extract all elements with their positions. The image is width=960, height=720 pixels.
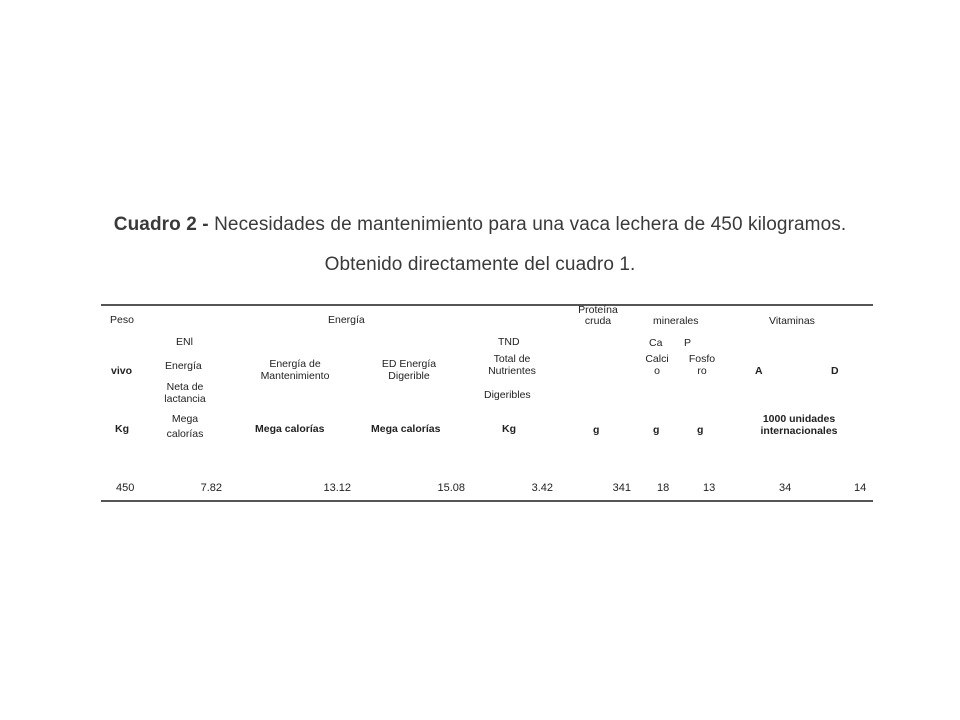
value-ca: 18 xyxy=(657,482,670,494)
value-vitamina-d: 14 xyxy=(854,482,867,494)
header-peso: Peso xyxy=(110,314,134,326)
header-energia: Energía xyxy=(328,314,365,326)
header-eni: ENl xyxy=(176,336,193,348)
header-vitamina-a: A xyxy=(755,365,763,377)
header-ed-energia-digerible: ED Energía Digerible xyxy=(381,358,437,382)
value-vitamina-a: 34 xyxy=(779,482,792,494)
table-bottom-rule xyxy=(101,500,873,502)
header-ca: Ca xyxy=(649,337,663,349)
unit-peso-kg: Kg xyxy=(115,423,129,435)
value-tnd: 3.42 xyxy=(531,482,553,494)
header-energia-mantenimiento: Energía de Mantenimiento xyxy=(260,358,330,382)
value-ed-energia: 15.08 xyxy=(437,482,465,494)
header-vitamina-d: D xyxy=(831,365,839,377)
table-top-rule xyxy=(101,304,873,306)
unit-ca-g: g xyxy=(653,424,660,436)
table-title xyxy=(0,214,960,236)
header-vitaminas: Vitaminas xyxy=(769,315,815,327)
header-total-nutrientes: Total de Nutrientes xyxy=(488,353,536,377)
value-peso: 450 xyxy=(116,482,135,494)
unit-vitaminas: 1000 unidades internacionales xyxy=(760,413,838,437)
unit-ed-mega-calorias: Mega calorías xyxy=(371,423,441,435)
header-tnd: TND xyxy=(498,336,520,348)
unit-tnd-kg: Kg xyxy=(502,423,516,435)
unit-mantenimiento-mega-calorias: Mega calorías xyxy=(255,423,325,435)
header-neta-lactancia: Neta de lactancia xyxy=(164,381,206,405)
table-subtitle: Obtenido directamente del cuadro 1. xyxy=(324,254,636,275)
header-digeribles: Digeribles xyxy=(484,389,531,401)
value-energia-mantenimiento: 13.12 xyxy=(323,482,351,494)
unit-proteina-g: g xyxy=(593,424,600,436)
table-title-text: Necesidades de mantenimiento para una vaca lechera de 450 kilogramos. xyxy=(208,214,847,235)
header-calcio: Calci o xyxy=(645,353,669,377)
header-proteina-cruda: Proteína cruda xyxy=(578,304,618,327)
table-title-prefix: Cuadro 2 - xyxy=(113,214,209,235)
header-vivo: vivo xyxy=(111,365,133,377)
value-p: 13 xyxy=(703,482,716,494)
header-fosforo: Fosfo ro xyxy=(688,353,716,377)
header-energia-eni: Energía xyxy=(165,360,202,372)
unit-eni-mega-calorias: Mega calorías xyxy=(166,413,204,440)
value-eni: 7.82 xyxy=(200,482,222,494)
header-minerales: minerales xyxy=(653,315,699,327)
value-proteina: 341 xyxy=(612,482,631,494)
unit-p-g: g xyxy=(697,424,704,436)
header-p: P xyxy=(684,337,692,349)
